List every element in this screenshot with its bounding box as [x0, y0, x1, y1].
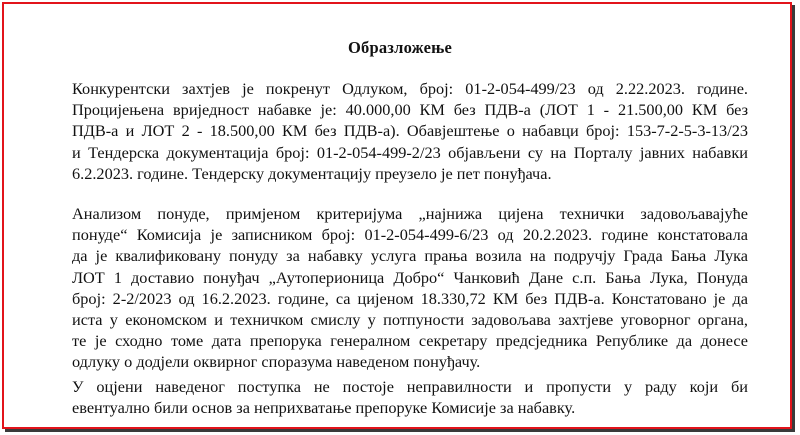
paragraph-line: Процијењена вриједност набавке је: 40.000,00 КМ без ПДВ-а (ЛОТ 1 - 21.500,00 КМ без [72, 100, 748, 120]
paragraph-line: и Тендерска документација број: 01-2-054-499-2/23 објављени су на Порталу јавних набавки [72, 142, 748, 162]
paragraph-line: евентуално били основ за неприхватање препоруке Комисије за набавку. [72, 398, 576, 418]
paragraph-line: понуде“ Комисија је записником број: 01-2-054-499-6/23 од 20.2.2023. године констатовала [72, 225, 748, 245]
paragraph-line: ЛОТ 1 доставио понуђач „Аутоперионица Добро“ Чанковић Дане с.п. Бања Лука, Понуда [72, 267, 748, 287]
paragraph-line: одлуку о додјели оквирног споразума наведеном понуђачу. [72, 352, 481, 372]
paragraph-2 [72, 203, 748, 373]
paragraph-1 [72, 78, 748, 184]
document-title: Образложење [348, 38, 452, 57]
paragraph-line: Анализом понуде, примјеном критеријума „најнижа цијена технички задовољавајуће [72, 204, 748, 223]
paragraph-line: те је сходно томе дата препорука генералном секретару предсједника Републике да донесе [72, 331, 748, 351]
paragraph-line: број: 2-2/2023 од 16.2.2023. године, са цијеном 18.330,72 КМ без ПДВ-а. Констатовано је да [72, 288, 748, 308]
paragraph-line: 6.2.2023. године. Тендерску документацију преузело је пет понуђача. [72, 163, 552, 183]
paragraph-line: иста у економском и техничком смислу у потпуности задовољава захтјеве уговорног органа, [72, 310, 748, 330]
paragraph-3 [72, 376, 748, 418]
paragraph-line: ПДВ-а и ЛОТ 2 - 18.500,00 КМ без ПДВ-а). Обавјештење о набавци број: 153-7-2-5-3-13/23 [72, 121, 748, 141]
paragraph-line: да је квалификовану понуду за набавку услуга прања возила на подручју Града Бања Лука [72, 246, 748, 266]
paragraph-line: У оцјени наведеног поступка не постоје неправилности и пропусти у раду који би [72, 377, 748, 396]
paragraph-line: Конкурентски захтјев је покренут Одлуком, број: 01-2-054-499/23 од 2.22.2023. године. [72, 79, 748, 98]
